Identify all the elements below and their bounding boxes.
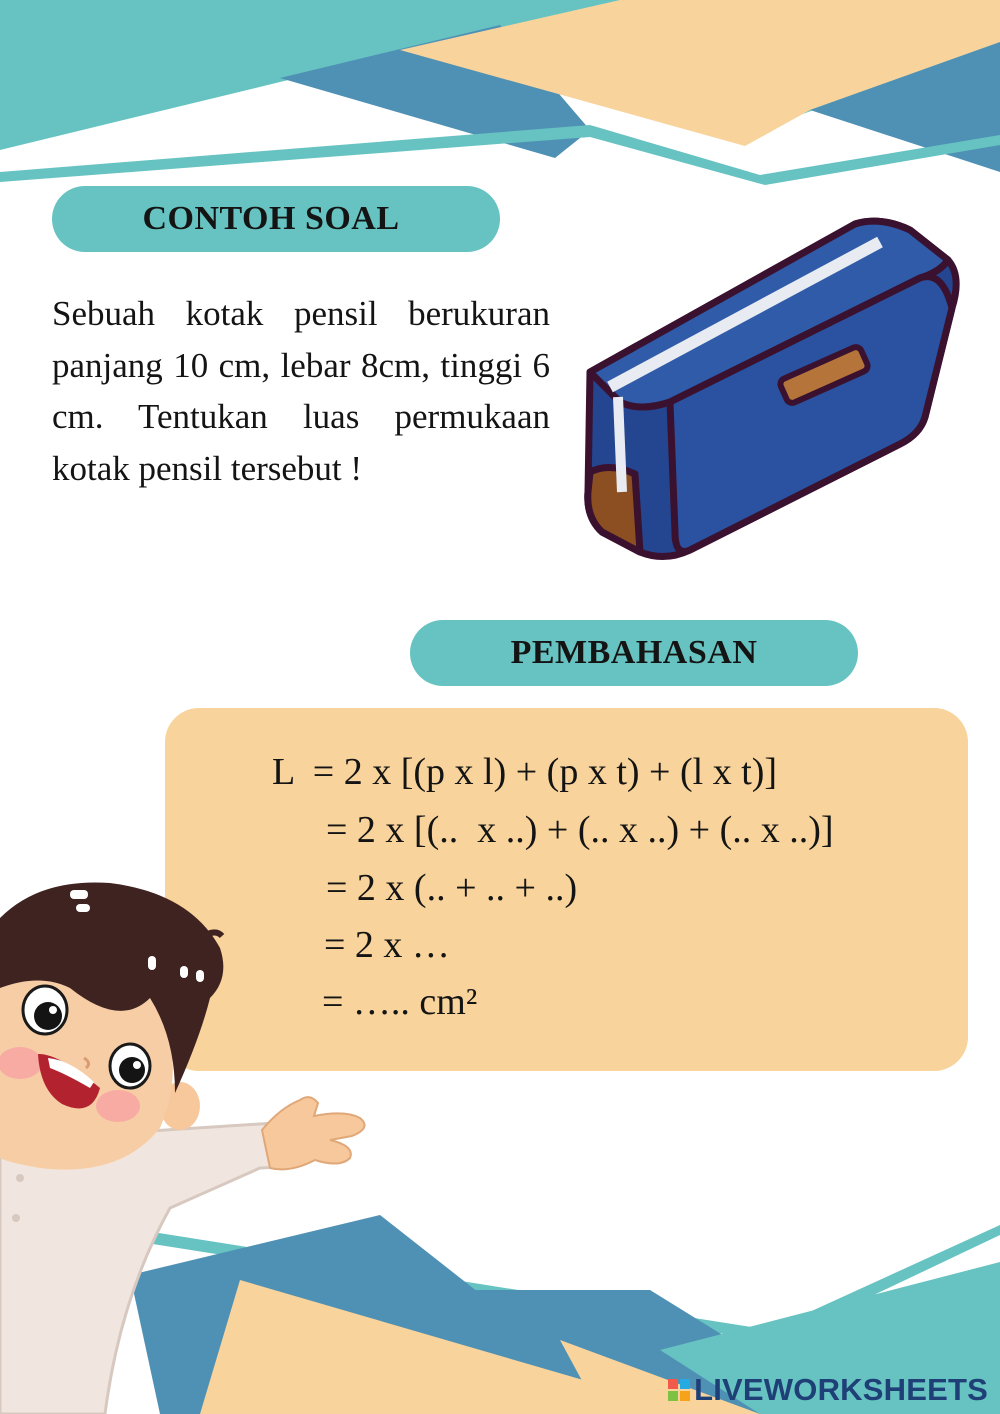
contoh-soal-header	[52, 186, 500, 252]
formula-line-4: = 2 x …	[324, 924, 450, 966]
liveworksheets-logo-icon	[668, 1379, 690, 1401]
question-text: Sebuah kotak pensil berukuran panjang 10 cm, lebar 8cm, tinggi 6 cm. Tentukan luas permukaan kotak pensil tersebut !	[52, 294, 550, 488]
contoh-soal-title: CONTOH SOAL	[142, 200, 400, 237]
pembahasan-header	[410, 620, 858, 686]
brand-name: LIVEWORKSHEETS	[694, 1372, 988, 1407]
formula-line-1: L = 2 x [(p x l) + (p x t) + (l x t)]	[272, 751, 778, 793]
pembahasan-title: PEMBAHASAN	[510, 634, 758, 671]
pencil-case-icon	[580, 212, 970, 562]
waving-kid-icon	[0, 878, 372, 1414]
liveworksheets-brand	[668, 1372, 988, 1408]
formula-line-3: = 2 x (.. + .. + ..)	[326, 867, 578, 909]
formula-line-5: = ….. cm²	[322, 981, 478, 1023]
formula-line-2: = 2 x [(.. x ..) + (.. x ..) + (.. x ..)]	[326, 809, 834, 851]
